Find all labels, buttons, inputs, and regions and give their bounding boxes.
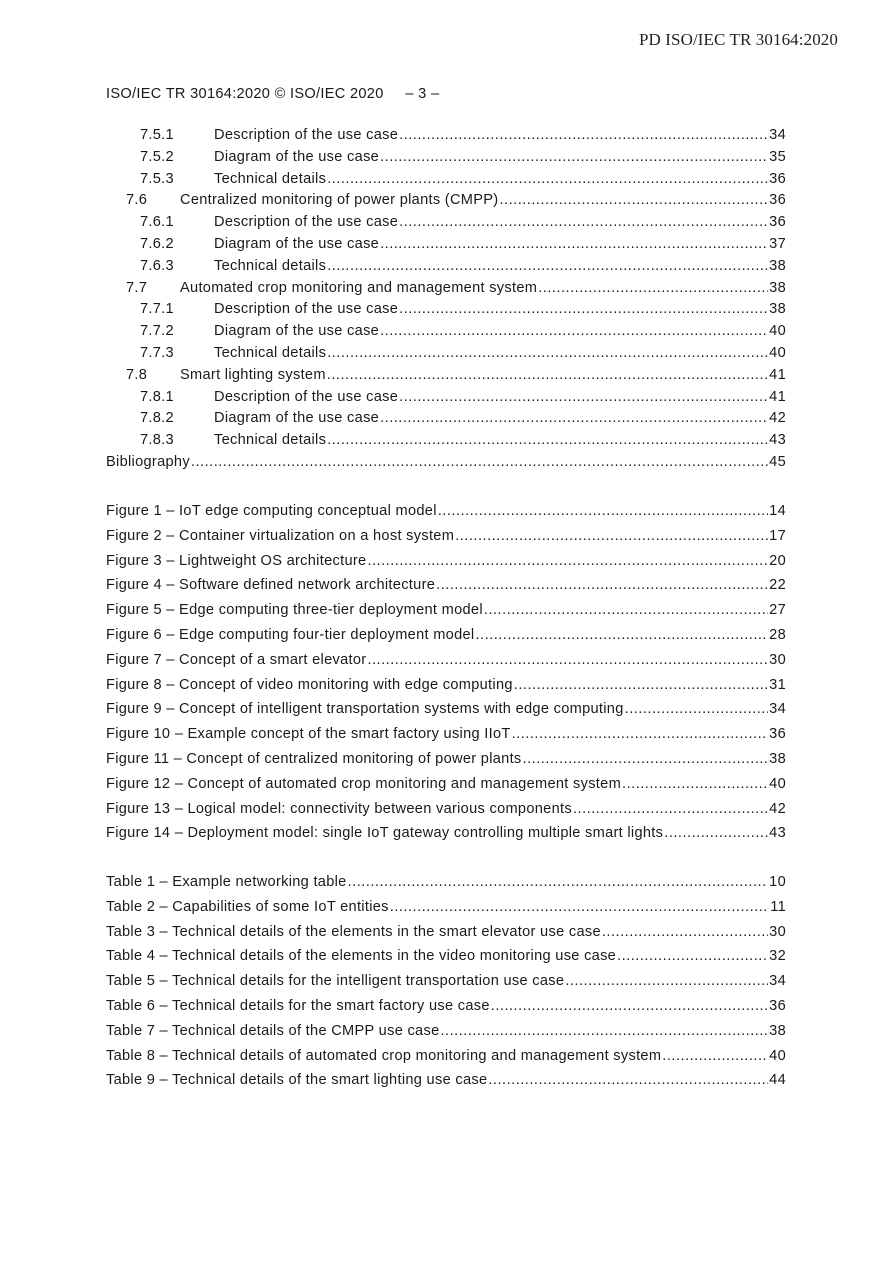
toc-entry[interactable] [106, 701, 786, 726]
toc-entry[interactable] [106, 776, 786, 801]
toc-entry[interactable] [106, 948, 786, 973]
toc-entry[interactable] [106, 627, 786, 652]
toc-entry[interactable] [106, 503, 786, 528]
toc-entry-title: Table 4 – Technical details of the elements in the video monitoring use case [106, 948, 617, 965]
toc-entry-number: 7.8.1 [140, 388, 174, 405]
document-id: PD ISO/IEC TR 30164:2020 [638, 30, 838, 49]
toc-entry-number: 7.7.3 [140, 344, 174, 361]
toc-entry[interactable] [106, 171, 786, 193]
toc-entry-title: Technical details [214, 170, 327, 187]
toc-entry-page: 38 [769, 301, 786, 318]
toc-entry-page: 34 [769, 127, 786, 143]
toc-entry-page: 27 [769, 602, 786, 619]
toc-entry-page: 22 [769, 577, 786, 594]
toc-entry-title: Table 1 – Example networking table [106, 874, 347, 890]
dot-leader [399, 389, 768, 405]
toc-entry[interactable] [106, 1048, 786, 1073]
toc-entry-page: 45 [769, 453, 786, 470]
toc-entry-page: 36 [769, 214, 786, 231]
toc-entry-page: 36 [769, 192, 786, 209]
toc-entry[interactable] [106, 602, 786, 627]
toc-entry-title: Diagram of the use case [214, 235, 380, 252]
toc-entry-number: 7.8.2 [140, 410, 174, 427]
toc-entry[interactable] [106, 280, 786, 302]
dot-leader [662, 1048, 768, 1064]
toc-entry[interactable] [106, 258, 786, 280]
toc-entry[interactable] [106, 367, 786, 389]
toc-entry-title: Technical details [214, 432, 327, 449]
toc-entry[interactable] [106, 924, 786, 949]
toc-entry-title: Table 8 – Technical details of automated crop monitoring and management system [106, 1047, 662, 1064]
toc-entry[interactable] [106, 998, 786, 1023]
toc-entry[interactable] [106, 323, 786, 345]
dot-leader [191, 454, 768, 470]
toc-entry-title: Figure 6 – Edge computing four-tier deployment model [106, 626, 475, 643]
dot-leader [625, 701, 769, 717]
toc-entry-page: 38 [769, 279, 786, 296]
toc-entry-title: Figure 13 – Logical model: connectivity between various components [106, 800, 572, 817]
toc-entry[interactable] [106, 389, 786, 411]
dot-leader [399, 127, 768, 143]
toc-entry-number: 7.6.2 [140, 235, 174, 252]
dot-leader [523, 751, 769, 767]
dot-leader [380, 410, 768, 426]
dot-leader [664, 825, 768, 841]
toc-entry-page: 41 [769, 388, 786, 405]
toc-entry-page: 40 [769, 775, 786, 792]
toc-entry-number: 7.8 [126, 366, 148, 383]
toc-entry-page: 41 [769, 366, 786, 383]
toc-entry[interactable] [106, 149, 786, 171]
dot-leader [514, 677, 768, 693]
toc-entry[interactable] [106, 432, 786, 454]
dot-leader [538, 280, 768, 296]
toc-entry-title: Technical details [214, 344, 327, 361]
toc-entry[interactable] [106, 553, 786, 578]
toc-entry[interactable] [106, 751, 786, 776]
toc-entry[interactable] [106, 874, 786, 899]
dot-leader [380, 236, 768, 252]
toc-entry[interactable] [106, 192, 786, 214]
dot-leader [327, 258, 768, 274]
toc-entry[interactable] [106, 1023, 786, 1048]
dot-leader [438, 503, 768, 519]
dot-leader [367, 652, 768, 668]
toc-entry[interactable] [106, 236, 786, 258]
toc-entry-page: 44 [769, 1072, 786, 1089]
toc-entry-title: Figure 1 – IoT edge computing conceptual model [106, 503, 437, 519]
toc-entry-title: Figure 14 – Deployment model: single IoT gateway controlling multiple smart lights [106, 825, 664, 842]
toc-entry-title: Table 9 – Technical details of the smart lighting use case [106, 1072, 488, 1089]
toc-entry-number: 7.5.1 [140, 127, 174, 143]
toc-entry[interactable] [106, 899, 786, 924]
dot-leader [348, 874, 769, 890]
toc-entry[interactable] [106, 301, 786, 323]
toc-entry-page: 40 [769, 1047, 786, 1064]
toc-entry-page: 14 [769, 503, 786, 519]
toc-entry[interactable] [106, 528, 786, 553]
dot-leader [327, 367, 768, 383]
toc-entry[interactable] [106, 825, 786, 850]
toc-entry[interactable] [106, 410, 786, 432]
dot-leader [622, 776, 768, 792]
toc-entry-page: 11 [770, 898, 786, 915]
toc-entry[interactable] [106, 726, 786, 751]
dot-leader [327, 171, 768, 187]
toc-entry-title: Diagram of the use case [214, 323, 380, 340]
toc-entry[interactable] [106, 801, 786, 826]
dot-leader [380, 149, 768, 165]
list-of-figures [106, 503, 786, 850]
toc-entry-page: 31 [769, 676, 786, 693]
dot-leader [327, 432, 768, 448]
toc-entry-number: 7.7.2 [140, 323, 174, 340]
dot-leader [617, 948, 768, 964]
dot-leader [484, 602, 768, 618]
dot-leader [436, 577, 768, 593]
toc-entry[interactable] [106, 214, 786, 236]
toc-entry[interactable] [106, 677, 786, 702]
toc-entry-title: Diagram of the use case [214, 148, 380, 165]
dot-leader [488, 1072, 768, 1088]
dot-leader [367, 553, 768, 569]
toc-entry[interactable] [106, 1072, 786, 1097]
dot-leader [602, 924, 768, 940]
toc-entry-page: 43 [769, 432, 786, 449]
toc-entry-title: Figure 3 – Lightweight OS architecture [106, 552, 367, 569]
toc-entry-page: 35 [769, 148, 786, 165]
dot-leader [475, 627, 768, 643]
toc-entry-title: Table 5 – Technical details for the intelligent transportation use case [106, 973, 565, 990]
toc-entry-page: 17 [769, 527, 786, 544]
running-header: ISO/IEC TR 30164:2020 © ISO/IEC 2020 – 3 – [106, 86, 440, 102]
dot-leader [512, 726, 769, 742]
toc-entry-page: 40 [769, 344, 786, 361]
toc-entry-number: 7.7 [126, 279, 148, 296]
toc-entry-title: Smart lighting system [180, 366, 326, 383]
toc-entry-page: 36 [769, 170, 786, 187]
toc-entry-title: Figure 7 – Concept of a smart elevator [106, 651, 367, 668]
toc-entry-page: 30 [769, 651, 786, 668]
toc-entry-title: Figure 12 – Concept of automated crop monitoring and management system [106, 775, 622, 792]
toc-entry-title: Description of the use case [214, 388, 399, 405]
dot-leader [380, 323, 768, 339]
toc-entry[interactable] [106, 577, 786, 602]
toc-entry-page: 38 [769, 1022, 786, 1039]
toc-entry-title: Technical details [214, 257, 327, 274]
list-of-tables [106, 874, 786, 1097]
toc-entry-page: 32 [769, 948, 786, 965]
toc-entry[interactable] [106, 454, 786, 476]
toc-entry-title: Figure 8 – Concept of video monitoring with edge computing [106, 676, 513, 693]
toc-entry-title: Bibliography [106, 453, 190, 470]
toc-entry[interactable] [106, 973, 786, 998]
toc-entry-title: Table 3 – Technical details of the elements in the smart elevator use case [106, 923, 601, 940]
toc-entry[interactable] [106, 127, 786, 149]
toc-entry-number: 7.8.3 [140, 432, 174, 449]
dot-leader [573, 801, 768, 817]
toc-entry-title: Description of the use case [214, 127, 399, 143]
dot-leader [390, 899, 769, 915]
toc-entry-title: Figure 9 – Concept of intelligent transportation systems with edge computing [106, 701, 624, 718]
dot-leader [327, 345, 768, 361]
toc-entry-page: 38 [769, 257, 786, 274]
toc-entry-page: 36 [769, 997, 786, 1014]
toc-entry-number: 7.6.3 [140, 257, 174, 274]
table-of-contents [106, 127, 786, 476]
toc-entry-page: 34 [769, 701, 786, 718]
toc-entry-page: 34 [769, 973, 786, 990]
toc-entry-page: 43 [769, 825, 786, 842]
dot-leader [455, 528, 768, 544]
toc-entry-number: 7.6 [126, 192, 148, 209]
dot-leader [441, 1023, 769, 1039]
dot-leader [399, 214, 768, 230]
toc-entry-title: Diagram of the use case [214, 410, 380, 427]
dot-leader [491, 998, 768, 1014]
toc-entry-title: Table 2 – Capabilities of some IoT entities [106, 898, 389, 915]
dot-leader [565, 973, 768, 989]
toc-entry-title: Figure 11 – Concept of centralized monitoring of power plants [106, 750, 522, 767]
toc-entry-number: 7.5.2 [140, 148, 174, 165]
toc-entry-page: 37 [769, 235, 786, 252]
toc-entry-title: Table 6 – Technical details for the smart factory use case [106, 997, 490, 1014]
toc-entry-page: 36 [769, 726, 786, 743]
toc-entry-title: Figure 5 – Edge computing three-tier deployment model [106, 602, 483, 619]
toc-entry[interactable] [106, 345, 786, 367]
toc-entry-page: 40 [769, 323, 786, 340]
toc-entry-number: 7.6.1 [140, 214, 174, 231]
toc-entry-title: Centralized monitoring of power plants (CMPP) [180, 192, 499, 209]
toc-entry-title: Description of the use case [214, 214, 399, 231]
toc-entry-title: Figure 2 – Container virtualization on a host system [106, 527, 455, 544]
toc-entry-page: 28 [769, 626, 786, 643]
toc-entry-page: 42 [769, 410, 786, 427]
toc-entry[interactable] [106, 652, 786, 677]
toc-entry-title: Description of the use case [214, 301, 399, 318]
toc-entry-title: Figure 10 – Example concept of the smart factory using IIoT [106, 726, 511, 743]
toc-entry-page: 20 [769, 552, 786, 569]
toc-entry-page: 30 [769, 923, 786, 940]
toc-entry-title: Automated crop monitoring and management system [180, 279, 538, 296]
toc-entry-page: 42 [769, 800, 786, 817]
toc-entry-page: 10 [769, 874, 786, 890]
dot-leader [399, 301, 768, 317]
toc-entry-number: 7.5.3 [140, 170, 174, 187]
toc-entry-page: 38 [769, 750, 786, 767]
toc-entry-title: Table 7 – Technical details of the CMPP use case [106, 1022, 440, 1039]
toc-entry-title: Figure 4 – Software defined network architecture [106, 577, 436, 594]
toc-entry-number: 7.7.1 [140, 301, 174, 318]
dot-leader [499, 192, 768, 208]
